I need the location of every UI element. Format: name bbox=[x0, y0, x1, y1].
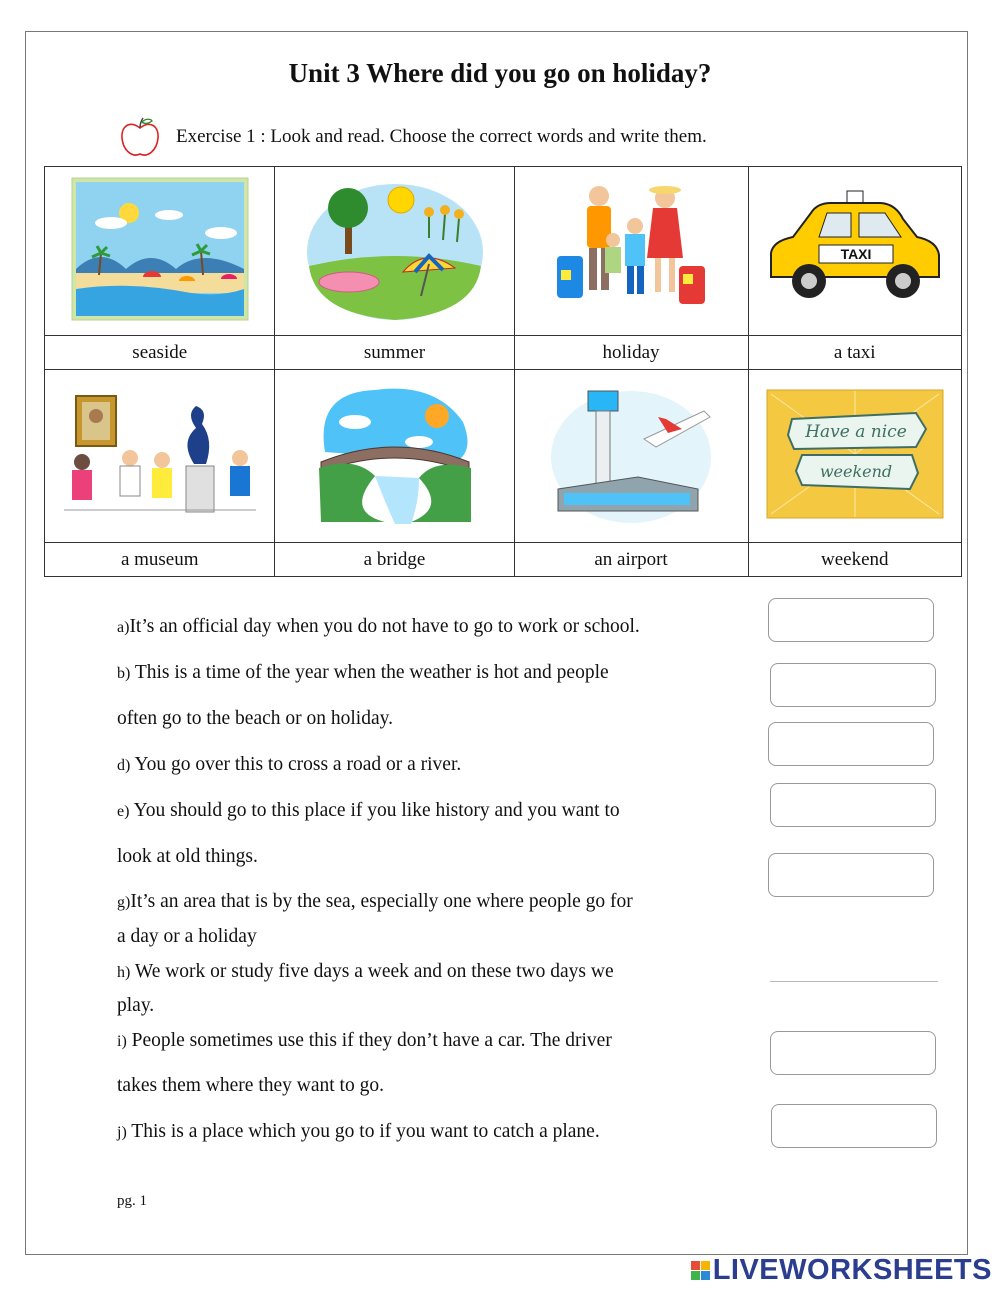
question-i-line2: takes them where they want to go. bbox=[117, 1075, 384, 1096]
seaside-picture bbox=[71, 177, 249, 321]
taxi-picture-cell bbox=[748, 167, 961, 336]
weekend-banner-picture bbox=[766, 389, 944, 519]
question-text: This is a place which you go to if you want to catch a plane. bbox=[126, 1121, 600, 1142]
question-d bbox=[117, 754, 461, 776]
question-letter: a) bbox=[117, 619, 130, 636]
question-text: It’s an official day when you do not have to go to work or school. bbox=[129, 616, 640, 637]
apple-icon bbox=[120, 116, 160, 158]
question-text: People sometimes use this if they don’t have a car. The driver bbox=[126, 1030, 612, 1051]
brand-name: LIVEWORKSHEETS bbox=[712, 1254, 992, 1286]
page-number: pg. 1 bbox=[117, 1193, 147, 1209]
question-g bbox=[117, 891, 633, 913]
holiday-family-picture-cell bbox=[514, 167, 748, 336]
answer-box-g[interactable] bbox=[768, 853, 934, 897]
question-text: It’s an area that is by the sea, especially one where people go for bbox=[130, 891, 633, 912]
answer-box-a[interactable] bbox=[768, 598, 934, 642]
question-h-line2: play. bbox=[117, 995, 155, 1016]
question-g-line2: a day or a holiday bbox=[117, 926, 257, 947]
picture-label-holiday: holiday bbox=[514, 336, 748, 370]
answer-box-d[interactable] bbox=[768, 722, 934, 766]
answer-box-b[interactable] bbox=[770, 663, 936, 707]
airport-picture bbox=[548, 381, 714, 527]
picture-label-museum: a museum bbox=[45, 543, 275, 577]
holiday-family-picture bbox=[551, 174, 711, 324]
bridge-picture bbox=[315, 382, 475, 526]
weekend-banner-picture-cell bbox=[748, 370, 961, 543]
seaside-picture-cell bbox=[45, 167, 275, 336]
taxi-picture bbox=[767, 189, 943, 309]
question-letter: g) bbox=[117, 894, 131, 911]
banner-text-line1: Have a nice bbox=[804, 421, 907, 442]
question-letter: j) bbox=[117, 1124, 127, 1141]
question-letter: e) bbox=[117, 803, 130, 820]
question-text: We work or study five days a week and on these two days we bbox=[130, 961, 614, 982]
picture-label-airport: an airport bbox=[514, 543, 748, 577]
question-e-line2: look at old things. bbox=[117, 846, 258, 867]
summer-picture-cell bbox=[275, 167, 514, 336]
question-letter: b) bbox=[117, 665, 131, 682]
logo-blocks-icon bbox=[691, 1261, 710, 1280]
question-letter: h) bbox=[117, 964, 131, 981]
exercise-instruction bbox=[120, 116, 707, 158]
answer-box-e[interactable] bbox=[770, 783, 936, 827]
banner-text-line2: weekend bbox=[819, 461, 892, 481]
question-b bbox=[117, 662, 609, 684]
picture-vocabulary-table bbox=[44, 166, 962, 577]
answer-box-i[interactable] bbox=[770, 1031, 936, 1075]
answer-line-h[interactable] bbox=[770, 981, 938, 982]
picture-label-weekend: weekend bbox=[748, 543, 961, 577]
question-text: You go over this to cross a road or a river. bbox=[130, 754, 462, 775]
taxi-sign-text: TAXI bbox=[840, 245, 872, 262]
question-i bbox=[117, 1030, 612, 1052]
bridge-picture-cell bbox=[275, 370, 514, 543]
question-j bbox=[117, 1121, 600, 1143]
question-e bbox=[117, 800, 620, 822]
question-a bbox=[117, 616, 640, 638]
picture-label-summer: summer bbox=[275, 336, 514, 370]
picture-label-seaside: seaside bbox=[45, 336, 275, 370]
picture-label-bridge: a bridge bbox=[275, 543, 514, 577]
question-letter: i) bbox=[117, 1033, 127, 1050]
question-letter: d) bbox=[117, 757, 131, 774]
liveworksheets-logo bbox=[691, 1254, 992, 1287]
question-text: This is a time of the year when the weather is hot and people bbox=[130, 662, 609, 683]
picture-label-taxi: a taxi bbox=[748, 336, 961, 370]
museum-picture bbox=[62, 392, 258, 516]
airport-picture-cell bbox=[514, 370, 748, 543]
question-text: You should go to this place if you like history and you want to bbox=[129, 800, 620, 821]
question-b-line2: often go to the beach or on holiday. bbox=[117, 708, 393, 729]
worksheet-title: Unit 3 Where did you go on holiday? bbox=[288, 58, 712, 88]
answer-box-j[interactable] bbox=[771, 1104, 937, 1148]
question-h bbox=[117, 961, 614, 983]
museum-picture-cell bbox=[45, 370, 275, 543]
summer-picture bbox=[305, 176, 485, 322]
exercise-text: Exercise 1 : Look and read. Choose the correct words and write them. bbox=[176, 126, 707, 147]
